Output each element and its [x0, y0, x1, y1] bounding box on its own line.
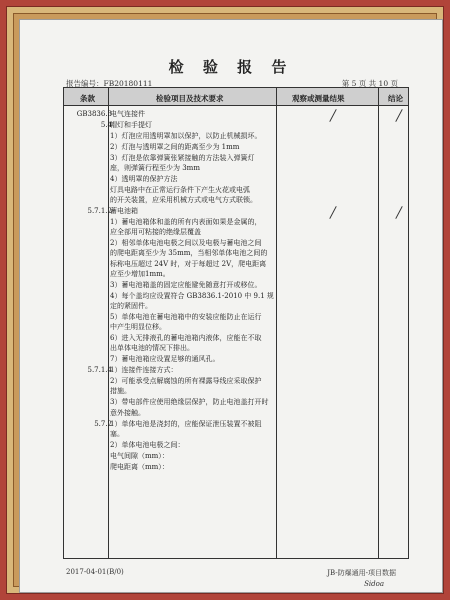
requirement-line: 6）进入无排液孔的蓄电池箱内液体，应能在不取: [110, 334, 262, 343]
header-requirements: 检验项目及技术要求: [156, 94, 224, 103]
header-clause: 条款: [80, 94, 95, 103]
requirement-cell: [110, 238, 274, 279]
requirement-cell: [110, 354, 274, 364]
clause-cell: 5.4: [100, 120, 112, 129]
conclusion-slash: [395, 109, 402, 122]
requirement-cell: [110, 217, 274, 238]
header-conclusion: 结论: [388, 94, 403, 103]
requirement-line: 应至少增加1mm。: [110, 269, 170, 278]
requirement-cell: [110, 419, 274, 440]
clause-cell: 5.7.2: [94, 419, 112, 428]
requirement-line: 1）灯泡应用透明罩加以保护，以防止机械损坏。: [110, 131, 262, 140]
requirement-line: 意外接触。: [110, 408, 145, 417]
clause-cell: 5.7.1.2: [87, 206, 112, 215]
requirement-line: 应全部用可粘接的绝缘层覆盖: [110, 228, 201, 237]
requirement-line: 3）灯泡是依靠弹簧张紧接触的方法装入弹簧灯: [110, 153, 255, 162]
table-header: [64, 88, 408, 106]
requirement-line: 2）单体电池电极之间：: [110, 440, 185, 449]
requirement-cell: [110, 206, 274, 216]
requirement-line: 2）可能承受点解腐蚀的所有裸露导线应采取保护: [110, 377, 262, 386]
inspection-table: [63, 87, 409, 559]
requirement-line: 4）透明罩的保护方法: [110, 174, 178, 183]
requirement-cell: [110, 291, 274, 312]
report-title: 检 验 报 告: [168, 58, 294, 76]
requirement-line: 5）单体电池在蓄电池箱中的安装应能防止在运行: [110, 312, 262, 321]
requirement-cell: [110, 131, 274, 141]
column-divider: [108, 88, 109, 558]
requirement-line: 的爬电距离至少为 35mm，当相邻单体电池之间的: [110, 249, 268, 258]
footer-form-id: JB-防爆通用-项目数据: [327, 569, 396, 577]
requirement-line: 蓄电池箱: [110, 206, 138, 215]
requirement-line: 1）蓄电池箱体和盖的所有内表面如果是金属的，: [110, 217, 262, 226]
requirement-cell: [110, 153, 274, 174]
requirement-cell: [110, 451, 274, 461]
requirement-cell: [110, 333, 274, 354]
requirement-line: 定的紧固件。: [110, 301, 152, 310]
requirement-cell: [110, 142, 274, 152]
header-observation: 观察或测量结果: [292, 94, 345, 103]
requirement-line: 2）相邻单体电池电极之间以及电极与蓄电池之间: [110, 239, 262, 247]
page-info: 第 5 页 共 10 页: [341, 79, 398, 88]
requirement-line: 措施。: [110, 387, 131, 396]
requirement-cell: [110, 185, 274, 206]
requirement-line: 座，则弹簧行程至少为 3mm: [110, 163, 200, 172]
picture-frame: [6, 6, 444, 594]
report-number: 报告编号：FB20180111: [66, 79, 153, 88]
requirement-line: 出单体电池的情况下排出。: [110, 344, 194, 353]
requirement-cell: [110, 376, 274, 397]
requirement-line: 爬电距离（mm）：: [110, 462, 169, 471]
column-divider: [378, 88, 379, 558]
requirement-line: 3）蓄电池箱盖的固定应能避免随意打开或移位。: [110, 280, 262, 289]
column-divider: [276, 88, 277, 558]
clause-cell: GB3836.3: [76, 110, 112, 118]
requirement-line: 电气连接件: [110, 110, 145, 118]
requirement-cell: [110, 280, 274, 290]
requirement-cell: [110, 462, 274, 472]
requirement-line: 1）连接件连接方式：: [110, 366, 178, 375]
requirement-cell: [110, 120, 274, 130]
requirement-cell: [110, 109, 274, 119]
requirement-cell: [110, 312, 274, 333]
requirement-line: 3）带电部件应使用绝缘层保护，防止电池盖打开时: [110, 398, 269, 407]
footer-date: 2017-04-01(B/0): [66, 568, 124, 576]
requirement-cell: [110, 397, 274, 418]
company-logo: Sidoa: [364, 580, 384, 588]
requirement-cell: [110, 440, 274, 450]
requirement-line: 4）每个盖均应设置符合 GB3836.1-2010 中 9.1 规: [110, 291, 274, 300]
observation-slash: [329, 206, 336, 219]
requirement-line: 电气间隙（mm）：: [110, 451, 169, 460]
report-page: [19, 19, 443, 593]
observation-slash: [329, 109, 336, 122]
requirement-line: 的开关装置，应采用机械方式或电气方式联锁。: [110, 195, 257, 204]
requirement-line: 帽灯和手提灯: [110, 120, 152, 129]
requirement-line: 7）蓄电池箱应设置足够的通风孔。: [110, 355, 220, 364]
conclusion-slash: [395, 206, 402, 219]
requirement-line: 2）灯泡与透明罩之间的距离至少为 1mm: [110, 142, 240, 151]
requirement-cell: [110, 174, 274, 184]
requirement-line: 灯具电路中在正常运行条件下产生火花或电弧: [110, 185, 250, 194]
requirement-line: 中产生明显位移。: [110, 323, 166, 332]
clause-cell: 5.7.1.4: [87, 366, 112, 375]
requirement-line: 塞。: [110, 429, 124, 438]
requirement-line: 标称电压超过 24V 时，对于每超过 2V，爬电距离: [110, 259, 267, 268]
requirement-cell: [110, 365, 274, 375]
requirement-line: 1）单体电池是浇封的，应能保证泄压装置不被阻: [110, 419, 262, 428]
